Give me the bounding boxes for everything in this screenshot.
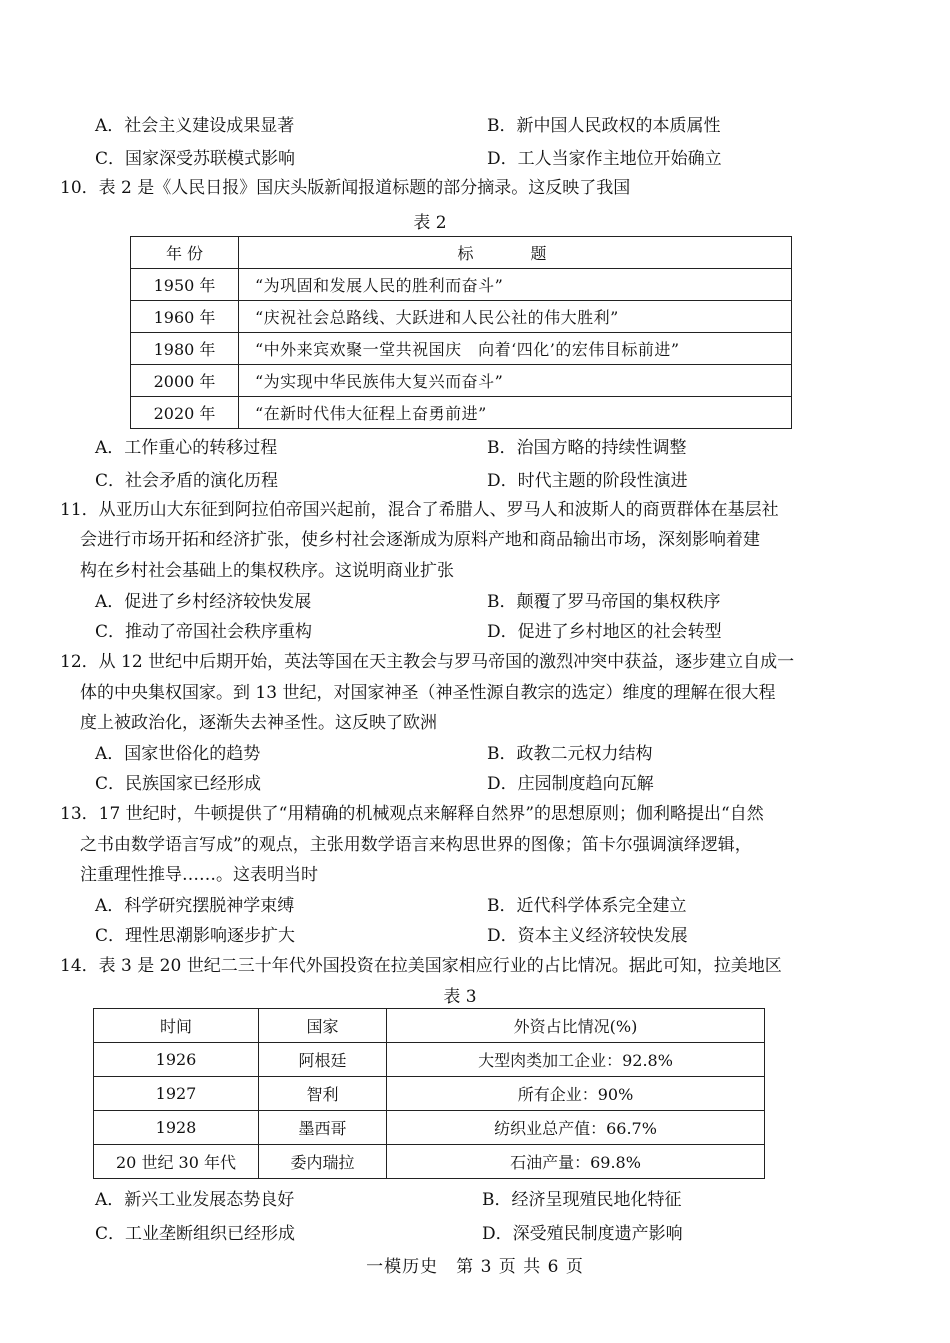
table-header: 标 题 bbox=[239, 237, 792, 269]
table-cell: 阿根廷 bbox=[259, 1043, 387, 1077]
table-cell: 1950 年 bbox=[131, 269, 239, 301]
table3 bbox=[93, 1008, 765, 1179]
table-header: 国家 bbox=[259, 1009, 387, 1043]
q11-option-d: D．促进了乡村地区的社会转型 bbox=[487, 622, 722, 642]
q11-option-b: B．颠覆了罗马帝国的集权秩序 bbox=[487, 592, 721, 612]
table-cell: 智利 bbox=[259, 1077, 387, 1111]
table-cell: 1927 bbox=[94, 1077, 259, 1111]
table-cell: 纺织业总产值：66.7% bbox=[387, 1111, 765, 1145]
table-row bbox=[94, 1077, 765, 1111]
q12-stem-line: 体的中央集权国家。到 13 世纪，对国家神圣（神圣性源自教宗的选定）维度的理解在很大程 bbox=[80, 683, 776, 703]
table-cell: 大型肉类加工企业：92.8% bbox=[387, 1043, 765, 1077]
q14-option-c: C．工业垄断组织已经形成 bbox=[95, 1224, 296, 1244]
table-cell: “为巩固和发展人民的胜利而奋斗” bbox=[239, 269, 792, 301]
q12-stem-line: 12．从 12 世纪中后期开始，英法等国在天主教会与罗马帝国的激烈冲突中获益，逐步建立自成一 bbox=[60, 652, 795, 672]
q10-option-d: D．时代主题的阶段性演进 bbox=[487, 471, 688, 491]
q11-option-a: A．促进了乡村经济较快发展 bbox=[95, 592, 312, 612]
q11-option-c: C．推动了帝国社会秩序重构 bbox=[95, 622, 313, 642]
q13-option-b: B．近代科学体系完全建立 bbox=[487, 896, 687, 916]
q13-option-c: C．理性思潮影响逐步扩大 bbox=[95, 926, 296, 946]
q10-option-b: B．治国方略的持续性调整 bbox=[487, 438, 687, 458]
table-row bbox=[131, 333, 792, 365]
table-cell: 1980 年 bbox=[131, 333, 239, 365]
q12-stem-line: 度上被政治化，逐渐失去神圣性。这反映了欧洲 bbox=[80, 713, 437, 733]
q14-option-d: D．深受殖民制度遗产影响 bbox=[482, 1224, 683, 1244]
q11-stem-line: 11．从亚历山大东征到阿拉伯帝国兴起前，混合了希腊人、罗马人和波斯人的商贾群体在基层社 bbox=[60, 500, 779, 520]
q10-option-a: A．工作重心的转移过程 bbox=[95, 438, 278, 458]
q10-stem: 10．表 2 是《人民日报》国庆头版新闻报道标题的部分摘录。这反映了我国 bbox=[60, 178, 631, 198]
table-row bbox=[94, 1111, 765, 1145]
q12-option-b: B．政教二元权力结构 bbox=[487, 744, 653, 764]
table-cell: “在新时代伟大征程上奋勇前进” bbox=[239, 397, 792, 429]
q12-option-d: D．庄园制度趋向瓦解 bbox=[487, 774, 654, 794]
table-cell: 1960 年 bbox=[131, 301, 239, 333]
q13-option-d: D．资本主义经济较快发展 bbox=[487, 926, 688, 946]
table-header-row bbox=[94, 1009, 765, 1043]
q13-stem-line: 注重理性推导……。这表明当时 bbox=[80, 865, 318, 885]
table-cell: “庆祝社会总路线、大跃进和人民公社的伟大胜利” bbox=[239, 301, 792, 333]
table-cell: 1926 bbox=[94, 1043, 259, 1077]
q14-stem: 14．表 3 是 20 世纪二三十年代外国投资在拉美国家相应行业的占比情况。据此可知，拉美地区 bbox=[60, 956, 782, 976]
table3-caption: 表 3 bbox=[443, 987, 477, 1007]
table-cell: 石油产量：69.8% bbox=[387, 1145, 765, 1179]
q13-stem-line: 之书由数学语言写成”的观点，主张用数学语言来构思世界的图像；笛卡尔强调演绎逻辑， bbox=[80, 835, 752, 855]
table-cell: 墨西哥 bbox=[259, 1111, 387, 1145]
table-cell: 2020 年 bbox=[131, 397, 239, 429]
table2-caption: 表 2 bbox=[413, 213, 447, 233]
table-cell: “中外来宾欢聚一堂共祝国庆 向着‘四化’的宏伟目标前进” bbox=[239, 333, 792, 365]
q10-option-c: C．社会矛盾的演化历程 bbox=[95, 471, 279, 491]
table-header-row bbox=[131, 237, 792, 269]
table-cell: 20 世纪 30 年代 bbox=[94, 1145, 259, 1179]
q12-option-c: C．民族国家已经形成 bbox=[95, 774, 262, 794]
table-header: 时间 bbox=[94, 1009, 259, 1043]
table-row bbox=[131, 397, 792, 429]
table-row bbox=[131, 269, 792, 301]
table-cell: 委内瑞拉 bbox=[259, 1145, 387, 1179]
q11-stem-line: 构在乡村社会基础上的集权秩序。这说明商业扩张 bbox=[80, 561, 454, 581]
table-cell: 所有企业：90% bbox=[387, 1077, 765, 1111]
q13-option-a: A．科学研究摆脱神学束缚 bbox=[95, 896, 295, 916]
page-footer: 一模历史 第 3 页 共 6 页 bbox=[366, 1257, 584, 1277]
table-row bbox=[94, 1145, 765, 1179]
table-header: 外资占比情况(%) bbox=[387, 1009, 765, 1043]
table-row bbox=[131, 301, 792, 333]
q12-option-a: A．国家世俗化的趋势 bbox=[95, 744, 261, 764]
q14-option-b: B．经济呈现殖民地化特征 bbox=[482, 1190, 682, 1210]
q9-option-b: B．新中国人民政权的本质属性 bbox=[487, 116, 721, 136]
table-header: 年 份 bbox=[131, 237, 239, 269]
table-row bbox=[131, 365, 792, 397]
table-cell: 1928 bbox=[94, 1111, 259, 1145]
q13-stem-line: 13．17 世纪时，牛顿提供了“用精确的机械观点来解释自然界”的思想原则；伽利略提出“自然 bbox=[60, 804, 764, 824]
q11-stem-line: 会进行市场开拓和经济扩张，使乡村社会逐渐成为原料产地和商品输出市场，深刻影响着建 bbox=[80, 530, 760, 550]
table2 bbox=[130, 236, 792, 429]
table-cell: 2000 年 bbox=[131, 365, 239, 397]
q9-option-d: D．工人当家作主地位开始确立 bbox=[487, 149, 722, 169]
table-row bbox=[94, 1043, 765, 1077]
q9-option-c: C．国家深受苏联模式影响 bbox=[95, 149, 296, 169]
table-cell: “为实现中华民族伟大复兴而奋斗” bbox=[239, 365, 792, 397]
q14-option-a: A．新兴工业发展态势良好 bbox=[95, 1190, 295, 1210]
q9-option-a: A．社会主义建设成果显著 bbox=[95, 116, 295, 136]
